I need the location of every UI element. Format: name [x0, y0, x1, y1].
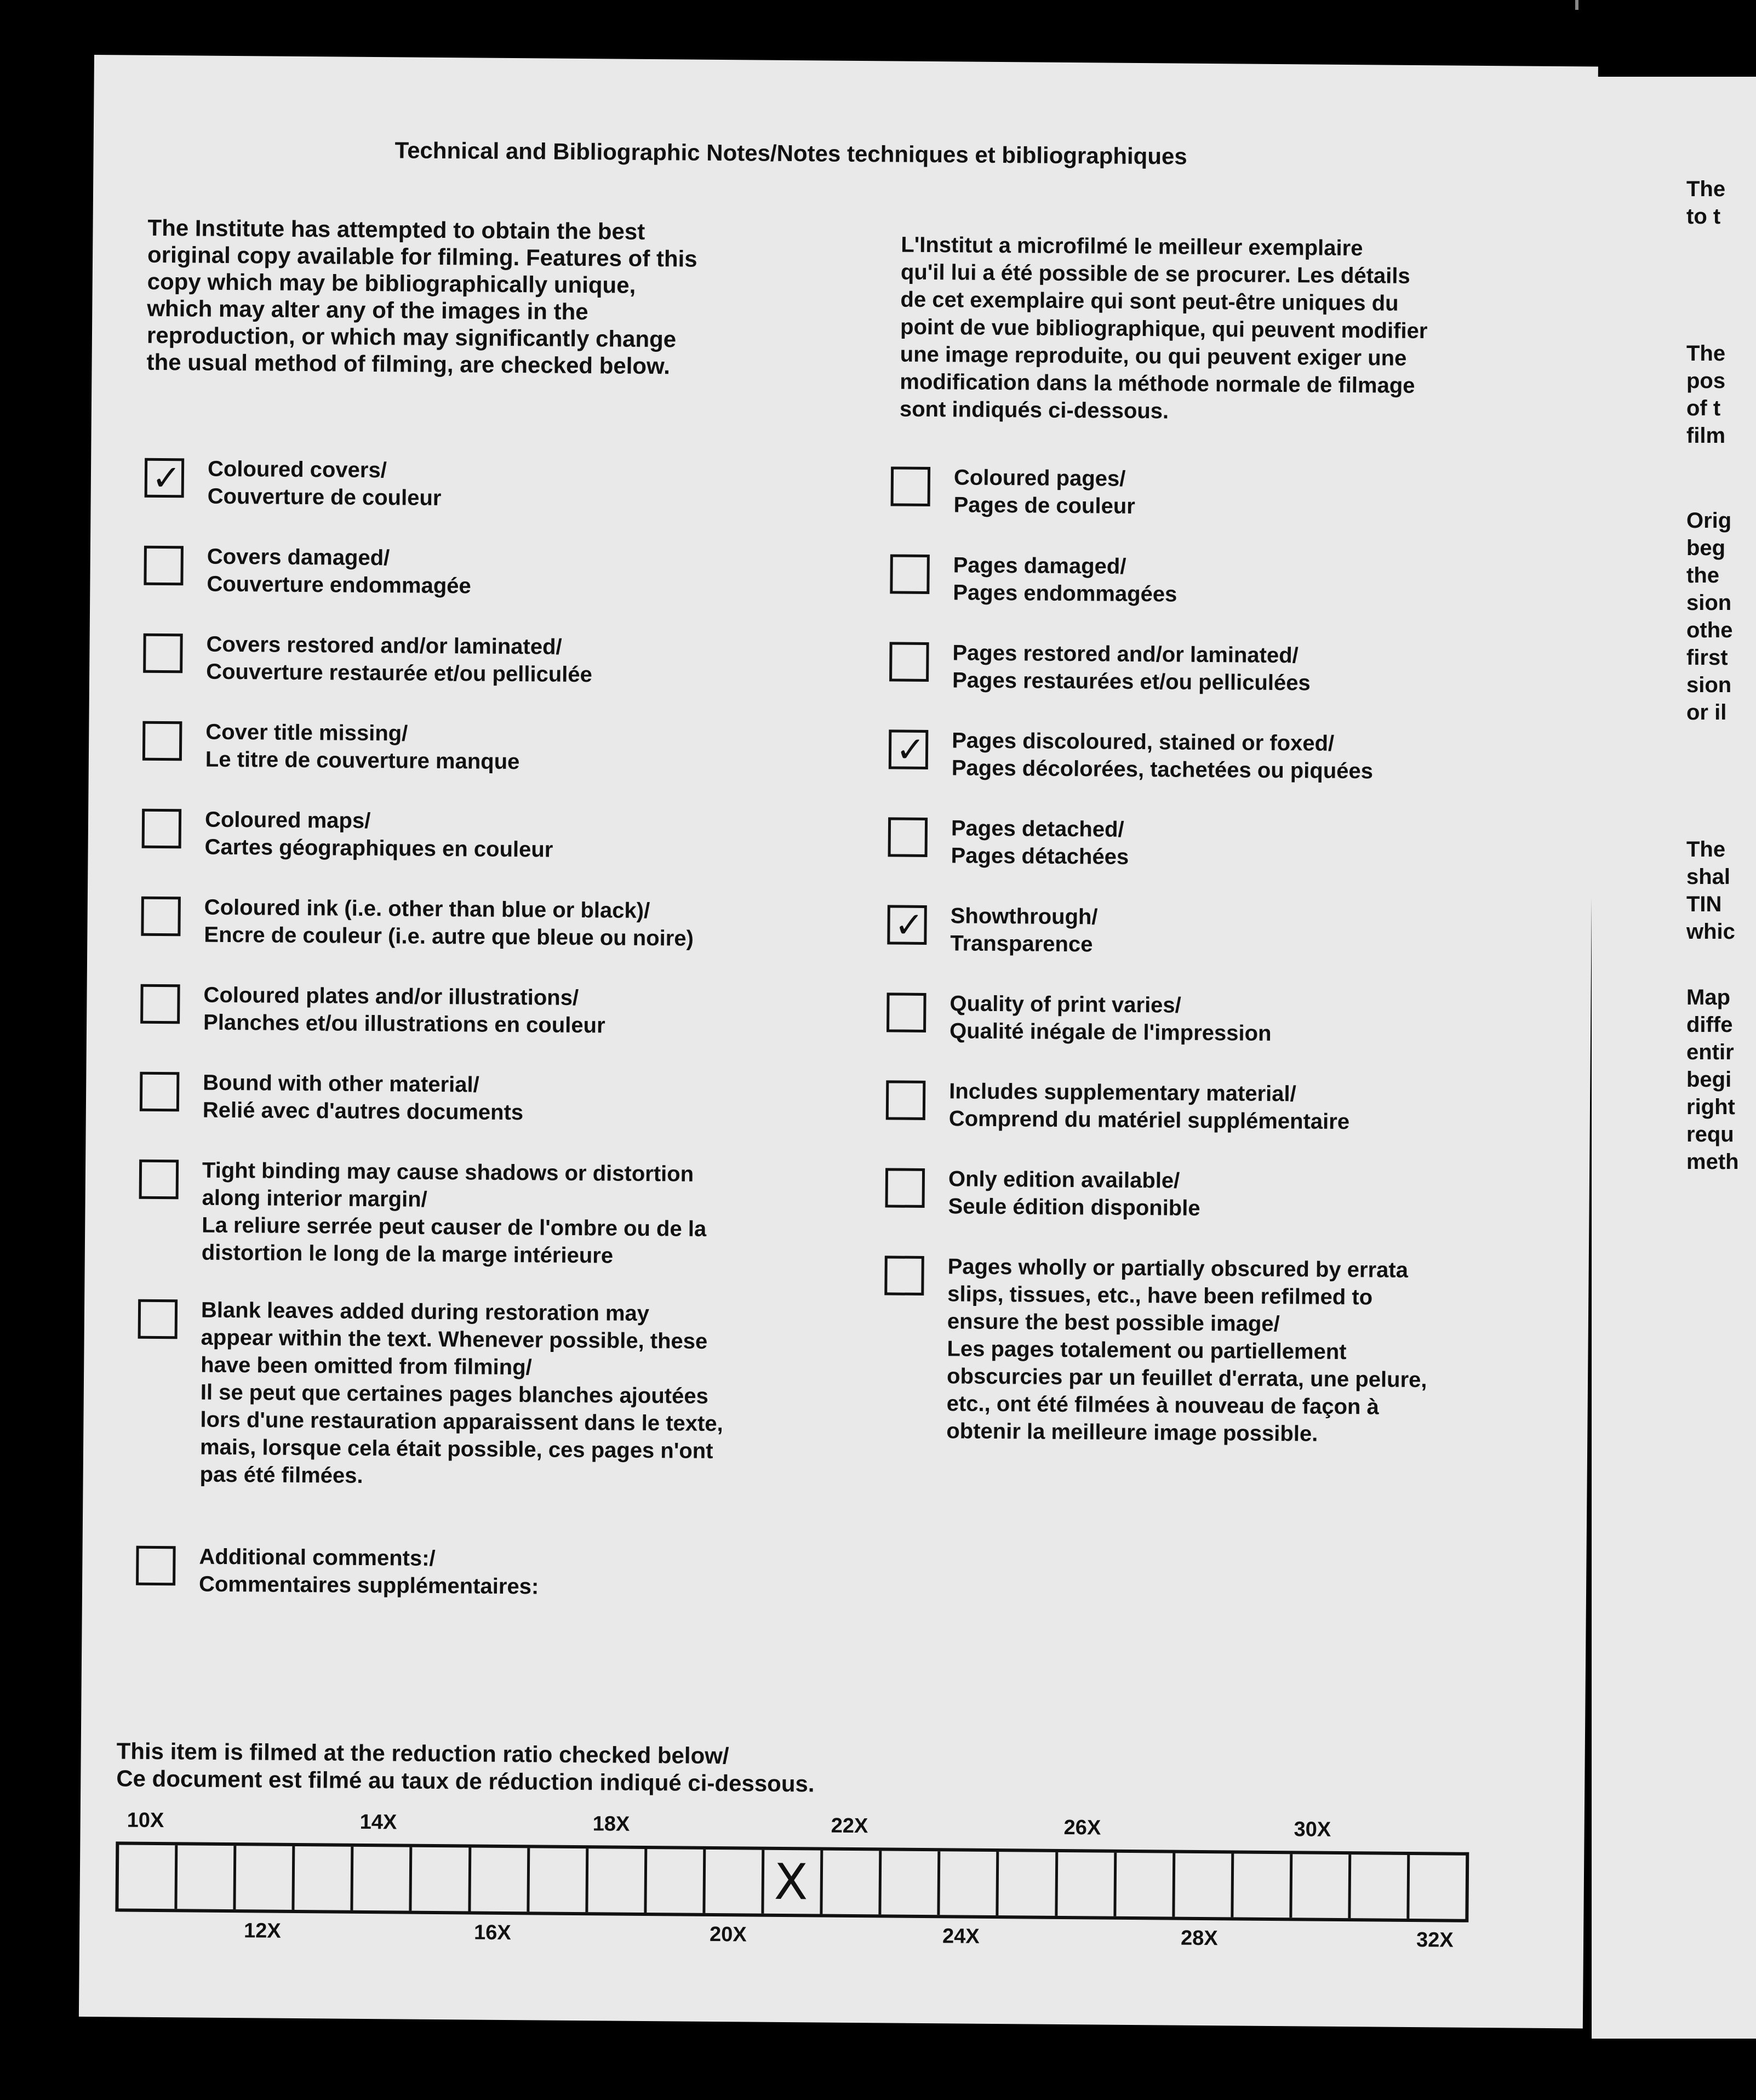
ratio-cell[interactable]	[118, 1845, 178, 1909]
checkbox[interactable]	[885, 1168, 925, 1208]
ratio-cell[interactable]	[471, 1848, 530, 1912]
intro-french: L'Institut a microfilmé le meilleur exemplaire qu'il lui a été possible de se procurer. Les détails de cet exemplaire qui sont peut-être uniques du point de vue bibliographique, qui peuvent modifier une image reproduite, ou qui peuvent exiger une modification dans la méthode normale de filmage sont indiqués ci-dessous.	[899, 232, 1428, 424]
ratio-label: 18X	[592, 1812, 630, 1836]
ratio-label: 16X	[473, 1921, 511, 1945]
checkbox[interactable]	[886, 1080, 926, 1120]
page-title: Technical and Bibliographic Notes/Notes techniques et bibliographiques	[394, 137, 1187, 169]
checkbox[interactable]	[889, 642, 929, 682]
checkbox-label: Covers restored and/or laminated/ Couverture restaurée et/ou pelliculée	[205, 632, 593, 687]
checkbox-label: Coloured ink (i.e. other than blue or black)/ Encre de couleur (i.e. autre que bleue ou noire)	[204, 895, 694, 951]
ratio-cell[interactable]	[1057, 1852, 1117, 1916]
ratio-cell[interactable]	[529, 1848, 588, 1912]
ratio-label: 32X	[1416, 1928, 1454, 1952]
ratio-cell[interactable]	[999, 1852, 1058, 1916]
ratio-cell[interactable]	[1175, 1853, 1234, 1918]
ratio-label: 28X	[1180, 1926, 1218, 1950]
checkbox-label: Pages wholly or partially obscured by errata slips, tissues, etc., have been refilmed to ensure the best possible image/ Les pages totalement ou partiellement obscurcies par un feuillet d'errata, une pelure, etc., ont été filmées à nouveau de façon à obtenir la meilleure image possible.	[946, 1254, 1427, 1446]
checkbox-label: Showthrough/ Transparence	[950, 904, 1098, 957]
adjacent-text-fragment: Orig beg the sion othe first sion or il	[1686, 509, 1733, 724]
ratio-cell[interactable]	[1233, 1853, 1292, 1918]
ratio-label: 26X	[1063, 1816, 1101, 1840]
reduction-ratio-strip	[115, 1841, 1469, 1922]
ratio-cell[interactable]	[1116, 1853, 1175, 1917]
checkbox-label: Coloured maps/ Cartes géographiques en couleur	[204, 807, 553, 862]
checkbox[interactable]	[144, 546, 184, 586]
ratio-cell[interactable]	[588, 1848, 647, 1913]
ratio-cell[interactable]	[764, 1850, 823, 1914]
checkbox-label: Coloured plates and/or illustrations/ Planches et/ou illustrations en couleur	[203, 983, 605, 1038]
ratio-cell[interactable]	[1292, 1854, 1351, 1918]
checkbox[interactable]	[139, 1160, 179, 1200]
checkbox[interactable]	[889, 729, 929, 769]
checkbox-label: Tight binding may cause shadows or distortion along interior margin/ La reliure serrée peut causer de l'ombre ou de la distortion le long de la marge intérieure	[201, 1158, 707, 1268]
check-mark-icon: ✓	[894, 905, 924, 946]
checkbox[interactable]	[887, 905, 927, 945]
check-mark-icon: ✓	[151, 458, 181, 499]
checkbox-label: Pages detached/ Pages détachées	[951, 816, 1129, 869]
checkbox[interactable]	[142, 721, 182, 761]
ratio-label: 22X	[831, 1814, 868, 1838]
checkbox[interactable]	[891, 466, 931, 506]
ratio-cell[interactable]	[412, 1847, 471, 1911]
intro-english: The Institute has attempted to obtain the best original copy available for filming. Features of this copy which may be bibliographically unique, which may alter any of the images in the reproduction, or which may significantly change the usual method of filming, are checked below.	[146, 214, 697, 379]
ratio-cell[interactable]	[705, 1850, 764, 1914]
checkbox-label: Pages discoloured, stained or foxed/ Pages décolorées, tachetées ou piquées	[951, 728, 1374, 784]
checkbox[interactable]	[888, 817, 928, 857]
checkbox-label: Only edition available/ Seule édition disponible	[948, 1167, 1200, 1220]
ratio-cell[interactable]	[1351, 1854, 1410, 1919]
checkbox[interactable]	[890, 554, 930, 594]
checkbox[interactable]	[145, 458, 185, 498]
checkbox[interactable]	[143, 634, 183, 674]
checkbox-label: Coloured covers/ Couverture de couleur	[207, 456, 442, 510]
ratio-cell[interactable]	[236, 1846, 295, 1910]
checkbox[interactable]	[142, 809, 182, 849]
notes-page	[79, 55, 1598, 2028]
adjacent-text-fragment: The shal TIN whic	[1686, 837, 1735, 944]
checkbox-label: Covers damaged/ Couverture endommagée	[207, 544, 471, 598]
ratio-label: 14X	[359, 1810, 397, 1834]
checkbox[interactable]	[140, 984, 180, 1024]
reduction-ratio-text: This item is filmed at the reduction ratio checked below/ Ce document est filmé au taux de réduction indiqué ci-dessous.	[116, 1738, 815, 1797]
adjacent-text-fragment: The pos of t film	[1686, 341, 1726, 448]
ratio-label: 30X	[1294, 1818, 1331, 1841]
ratio-label: 12X	[243, 1919, 281, 1943]
ratio-label: 24X	[942, 1925, 980, 1948]
ratio-cell[interactable]	[295, 1846, 354, 1910]
checkbox-label: Coloured pages/ Pages de couleur	[953, 465, 1135, 518]
checkbox-label: Quality of print varies/ Qualité inégale de l'impression	[949, 991, 1272, 1046]
edge-mark	[1575, 0, 1578, 10]
ratio-cell[interactable]	[353, 1847, 413, 1911]
adjacent-text-fragment: Map diffe entir begi right requ meth	[1686, 985, 1739, 1174]
checkbox-label: Additional comments:/ Commentaires supplémentaires:	[198, 1544, 539, 1599]
checkbox[interactable]	[884, 1256, 924, 1296]
checkbox[interactable]	[886, 992, 926, 1032]
checkbox[interactable]	[138, 1299, 178, 1339]
adjacent-text-fragment: The to t	[1686, 177, 1726, 229]
checkbox-label: Pages restored and/or laminated/ Pages restaurées et/ou pelliculées	[952, 641, 1311, 695]
ratio-label: 20X	[709, 1922, 747, 1947]
checkbox[interactable]	[140, 1072, 180, 1112]
ratio-cell[interactable]	[823, 1851, 882, 1915]
ratio-label: 10X	[127, 1808, 164, 1833]
checkbox-label: Pages damaged/ Pages endommagées	[953, 553, 1177, 607]
checkbox[interactable]	[136, 1546, 176, 1586]
ratio-cell[interactable]	[1409, 1855, 1466, 1919]
check-mark-icon: ✓	[895, 729, 925, 771]
ratio-cell[interactable]	[178, 1845, 237, 1909]
ratio-cell[interactable]	[647, 1849, 706, 1913]
ratio-mark: X	[774, 1853, 808, 1911]
checkbox-label: Cover title missing/ Le titre de couverture manque	[205, 720, 520, 774]
checkbox-label: Bound with other material/ Relié avec d'autres documents	[202, 1070, 524, 1125]
checkbox[interactable]	[141, 897, 181, 937]
checkbox-label: Includes supplementary material/ Comprend du matériel supplémentaire	[948, 1079, 1350, 1134]
ratio-cell[interactable]	[882, 1851, 941, 1915]
checkbox-label: Blank leaves added during restoration may appear within the text. Whenever possible, these have been omitted from filming/ Il se peut que certaines pages blanches ajoutées lors d'une restauration apparaissent dans le texte, mais, lorsque cela était possible, ces pages n'ont pas été filmées.	[199, 1298, 723, 1488]
ratio-cell[interactable]	[940, 1851, 999, 1915]
